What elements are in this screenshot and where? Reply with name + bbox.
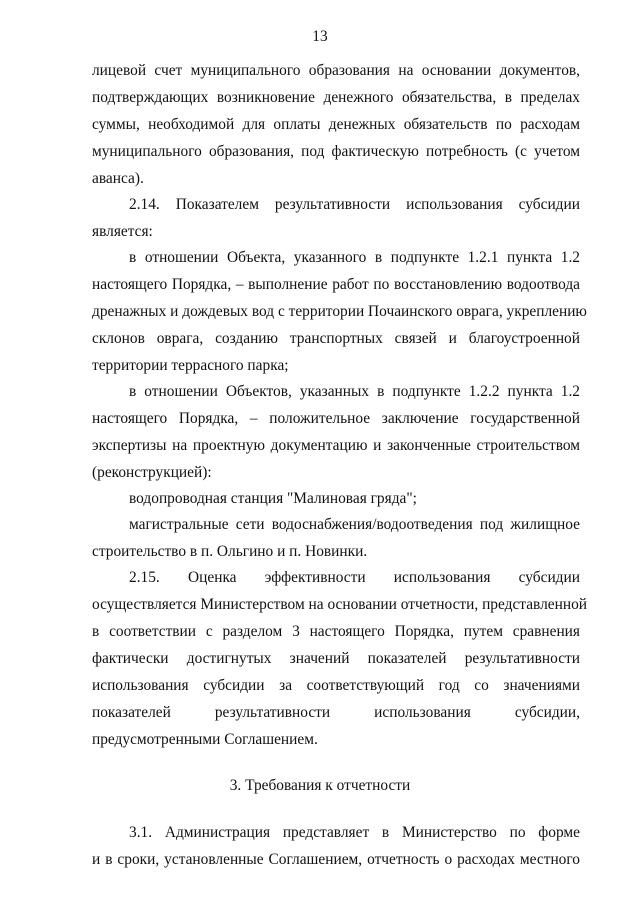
text-line: фактически достигнутых значений показателей результативности bbox=[92, 650, 580, 667]
text-line: в соответствии с разделом 3 настоящего Порядка, путем сравнения bbox=[92, 623, 580, 640]
text-line: осуществляется Министерством на основании отчетности, представленной bbox=[92, 596, 588, 613]
text-line: магистральные сети водоснабжения/водоотведения под жилищное bbox=[129, 516, 580, 533]
text-line: муниципального образования, под фактическую потребность (с учетом bbox=[92, 143, 580, 160]
text-line: дренажных и дождевых вод с территории Почаинского оврага, укреплению bbox=[92, 303, 587, 320]
text-line: настоящего Порядка, – выполнение работ по восстановлению водоотвода bbox=[92, 276, 580, 293]
section-heading: 3. Требования к отчетности bbox=[229, 777, 411, 794]
text-line: и в сроки, установленные Соглашением, отчетность о расходах местного bbox=[92, 851, 580, 868]
text-line: экспертизы на проектную документацию и законченные строительством bbox=[92, 437, 580, 454]
text-line: является: bbox=[92, 223, 153, 240]
text-line: суммы, необходимой для оплаты денежных обязательств по расходам bbox=[92, 116, 580, 133]
text-line: 2.14. Показателем результативности использования субсидии bbox=[129, 196, 580, 213]
text-line: 2.15. Оценка эффективности использования субсидии bbox=[129, 569, 580, 586]
text-line: строительство в п. Ольгино и п. Новинки. bbox=[92, 543, 368, 560]
text-line: в отношении Объекта, указанного в подпункте 1.2.1 пункта 1.2 bbox=[129, 249, 580, 266]
text-line: территории террасного парка; bbox=[92, 357, 289, 374]
text-line: склонов оврага, созданию транспортных связей и благоустроенной bbox=[92, 330, 580, 347]
text-line: подтверждающих возникновение денежного обязательства, в пределах bbox=[92, 89, 580, 106]
text-line: 3.1. Администрация представляет в Министерство по форме bbox=[129, 824, 580, 841]
text-line: использования субсидии за соответствующий год со значениями bbox=[92, 677, 580, 694]
text-line: (реконструкцией): bbox=[92, 464, 212, 481]
page-number: 13 bbox=[312, 28, 328, 45]
text-line: показателей результативности использования субсидии, bbox=[92, 704, 580, 721]
text-line: в отношении Объектов, указанных в подпункте 1.2.2 пункта 1.2 bbox=[129, 383, 580, 400]
text-line: предусмотренными Соглашением. bbox=[92, 731, 318, 748]
text-line: настоящего Порядка, – положительное заключение государственной bbox=[92, 410, 580, 427]
text-line: лицевой счет муниципального образования на основании документов, bbox=[92, 62, 580, 79]
text-line: аванса). bbox=[92, 170, 144, 187]
text-line: водопроводная станция "Малиновая гряда"; bbox=[129, 490, 417, 507]
